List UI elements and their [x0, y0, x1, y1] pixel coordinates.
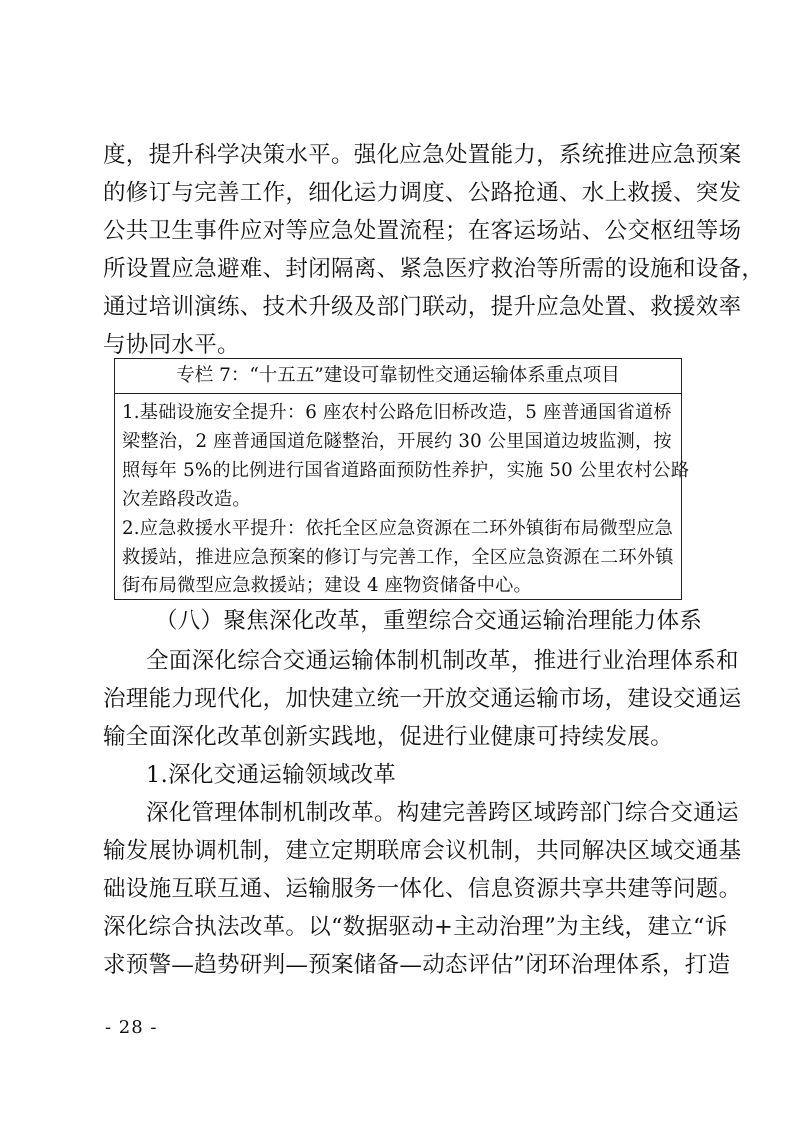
box-title: 专栏 7：“十五五”建设可靠韧性交通运输体系重点项目 — [115, 359, 681, 394]
body-text-line: 全面深化综合交通运输体制机制改革，推进行业治理体系和 — [146, 648, 739, 674]
section-heading: （八）聚焦深化改革，重塑综合交通运输治理能力体系 — [155, 608, 703, 634]
body-text-line: 深化管理体制机制改革。构建完善跨区域跨部门综合交通运 — [146, 800, 739, 826]
body-text-line: 输全面深化改革创新实践地，促进行业健康可持续发展。 — [103, 724, 674, 750]
box-text-line: 1.基础设施安全提升：6 座农村公路危旧桥改造，5 座普通国省道桥 — [122, 402, 672, 423]
box-text-line: 照每年 5%的比例进行国省道路面预防性养护，实施 50 公里农村公路 — [122, 460, 690, 481]
body-text-line: 深化综合执法改革。以“数据驱动+主动治理”为主线，建立“诉 — [103, 914, 728, 940]
body-text-line: 治理能力现代化，加快建立统一开放交通运输市场，建设交通运 — [103, 686, 742, 712]
page-number: - 28 - — [105, 1017, 158, 1038]
body-text-line: 的修订与完善工作，细化运力调度、公路抢通、水上救援、突发 — [103, 180, 742, 206]
box-text-line: 梁整治，2 座普通国道危隧整治，开展约 30 公里国道边坡监测，按 — [122, 431, 672, 452]
box-text-line: 次差路段改造。 — [122, 489, 251, 510]
body-text-line: 所设置应急避难、封闭隔离、紧急医疗救治等所需的设施和设备， — [103, 256, 765, 282]
key-projects-box — [114, 358, 690, 600]
box-text-line: 2.应急救援水平提升：依托全区应急资源在二环外镇街布局微型应急 — [122, 518, 673, 539]
subheading: 1.深化交通运输领域改革 — [146, 762, 397, 788]
box-text-line: 街布局微型应急救援站；建设 4 座物资储备中心。 — [122, 575, 532, 596]
box-text-line: 救援站，推进应急预案的修订与完善工作，全区应急资源在二环外镇 — [122, 547, 674, 568]
body-text-line: 与协同水平。 — [103, 332, 240, 358]
body-text-line: 输发展协调机制，建立定期联席会议机制，共同解决区域交通基 — [103, 838, 742, 864]
body-text-line: 求预警—趋势研判—预案储备—动态评估”闭环治理体系，打造 — [103, 952, 731, 978]
body-text-line: 通过培训演练、技术升级及部门联动，提升应急处置、救援效率 — [103, 294, 742, 320]
body-text-line: 公共卫生事件应对等应急处置流程；在客运场站、公交枢纽等场 — [103, 218, 742, 244]
body-text-line: 度，提升科学决策水平。强化应急处置能力，系统推进应急预案 — [103, 142, 742, 168]
body-text-line: 础设施互联互通、运输服务一体化、信息资源共享共建等问题。 — [103, 876, 742, 902]
